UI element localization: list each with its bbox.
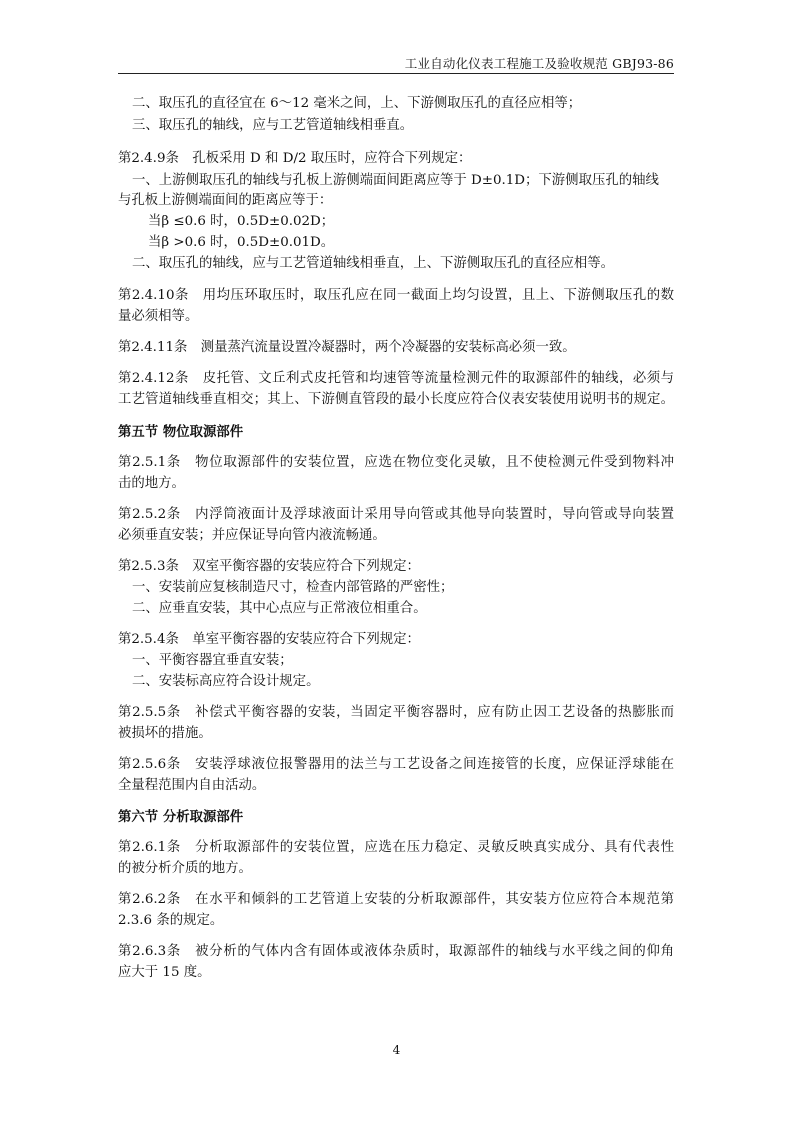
clause-paragraph: 第2.4.12条 皮托管、文丘利式皮托管和均速管等流量检测元件的取源部件的轴线，必须与	[118, 371, 674, 386]
clause-paragraph: 第2.6.2条 在水平和倾斜的工艺管道上安装的分析取源部件，其安装方位应符合本规范第	[118, 892, 674, 907]
text-line: 击的地方。	[118, 476, 185, 491]
section-heading: 第五节 物位取源部件	[118, 424, 244, 440]
clause-paragraph: 第2.4.11条 测量蒸汽流量设置冷凝器时，两个冷凝器的安装标高必须一致。	[118, 340, 576, 355]
text-line: 二、取压孔的直径宜在 6～12 毫米之间，上、下游侧取压孔的直径应相等；	[132, 96, 582, 111]
clause-heading: 第2.5.3条 双室平衡容器的安装应符合下列规定：	[118, 559, 420, 574]
clause-paragraph: 第2.5.1条 物位取源部件的安装位置，应选在物位变化灵敏，且不使检测元件受到物料冲	[118, 455, 674, 470]
text-line: 与孔板上游侧端面间的距离应等于：	[118, 193, 333, 208]
header-title: 工业自动化仪表工程施工及验收规范 GBJ93-86	[404, 56, 674, 71]
text-line: 一、上游侧取压孔的轴线与孔板上游侧端面间距离应等于 D±0.1D；下游侧取压孔的轴线	[132, 173, 659, 188]
header-rule	[118, 73, 674, 74]
text-line: 二、应垂直安装，其中心点应与正常液位相重合。	[132, 601, 427, 616]
text-line: 必须垂直安装；并应保证导向管内液流畅通。	[118, 528, 386, 543]
page-number: 4	[392, 1043, 401, 1057]
text-line: 三、取压孔的轴线，应与工艺管道轴线相垂直。	[132, 118, 414, 133]
text-line: 2.3.6 条的规定。	[118, 913, 224, 928]
clause-heading: 第2.4.9条 孔板采用 D 和 D/2 取压时，应符合下列规定：	[118, 151, 472, 166]
clause-paragraph: 第2.6.3条 被分析的气体内含有固体或液体杂质时，取源部件的轴线与水平线之间的仰角	[118, 944, 674, 959]
section-heading: 第六节 分析取源部件	[118, 809, 244, 825]
clause-paragraph: 第2.6.1条 分析取源部件的安装位置，应选在压力稳定、灵敏反映真实成分、具有代表性	[118, 840, 674, 855]
text-line: 量必须相等。	[118, 309, 199, 324]
text-line: 一、平衡容器宜垂直安装；	[132, 653, 293, 668]
clause-paragraph: 第2.5.6条 安装浮球液位报警器用的法兰与工艺设备之间连接管的长度，应保证浮球能在	[118, 757, 674, 772]
text-line: 一、安装前应复核制造尺寸，检查内部管路的严密性；	[132, 580, 454, 595]
text-line: 全量程范围内自由活动。	[118, 778, 266, 793]
clause-paragraph: 第2.5.2条 内浮筒液面计及浮球液面计采用导向管或其他导向装置时，导向管或导向装置	[118, 507, 674, 522]
clause-heading: 第2.5.4条 单室平衡容器的安装应符合下列规定：	[118, 632, 420, 647]
text-line: 当β >0.6 时，0.5D±0.01D。	[148, 235, 335, 250]
clause-paragraph: 第2.4.10条 用均压环取压时，取压孔应在同一截面上均匀设置，且上、下游侧取压孔的数	[118, 288, 674, 303]
text-line: 的被分析介质的地方。	[118, 861, 252, 876]
text-line: 二、取压孔的轴线，应与工艺管道轴线相垂直，上、下游侧取压孔的直径应相等。	[132, 256, 615, 271]
text-line: 应大于 15 度。	[118, 965, 211, 980]
clause-paragraph: 第2.5.5条 补偿式平衡容器的安装，当固定平衡容器时，应有防止因工艺设备的热膨胀而	[118, 705, 674, 720]
text-line: 被损坏的措施。	[118, 726, 212, 741]
text-line: 工艺管道轴线垂直相交；其上、下游侧直管段的最小长度应符合仪表安装使用说明书的规定。	[118, 392, 674, 407]
text-line: 二、安装标高应符合设计规定。	[132, 674, 320, 689]
text-line: 当β ≤0.6 时，0.5D±0.02D；	[148, 214, 335, 229]
